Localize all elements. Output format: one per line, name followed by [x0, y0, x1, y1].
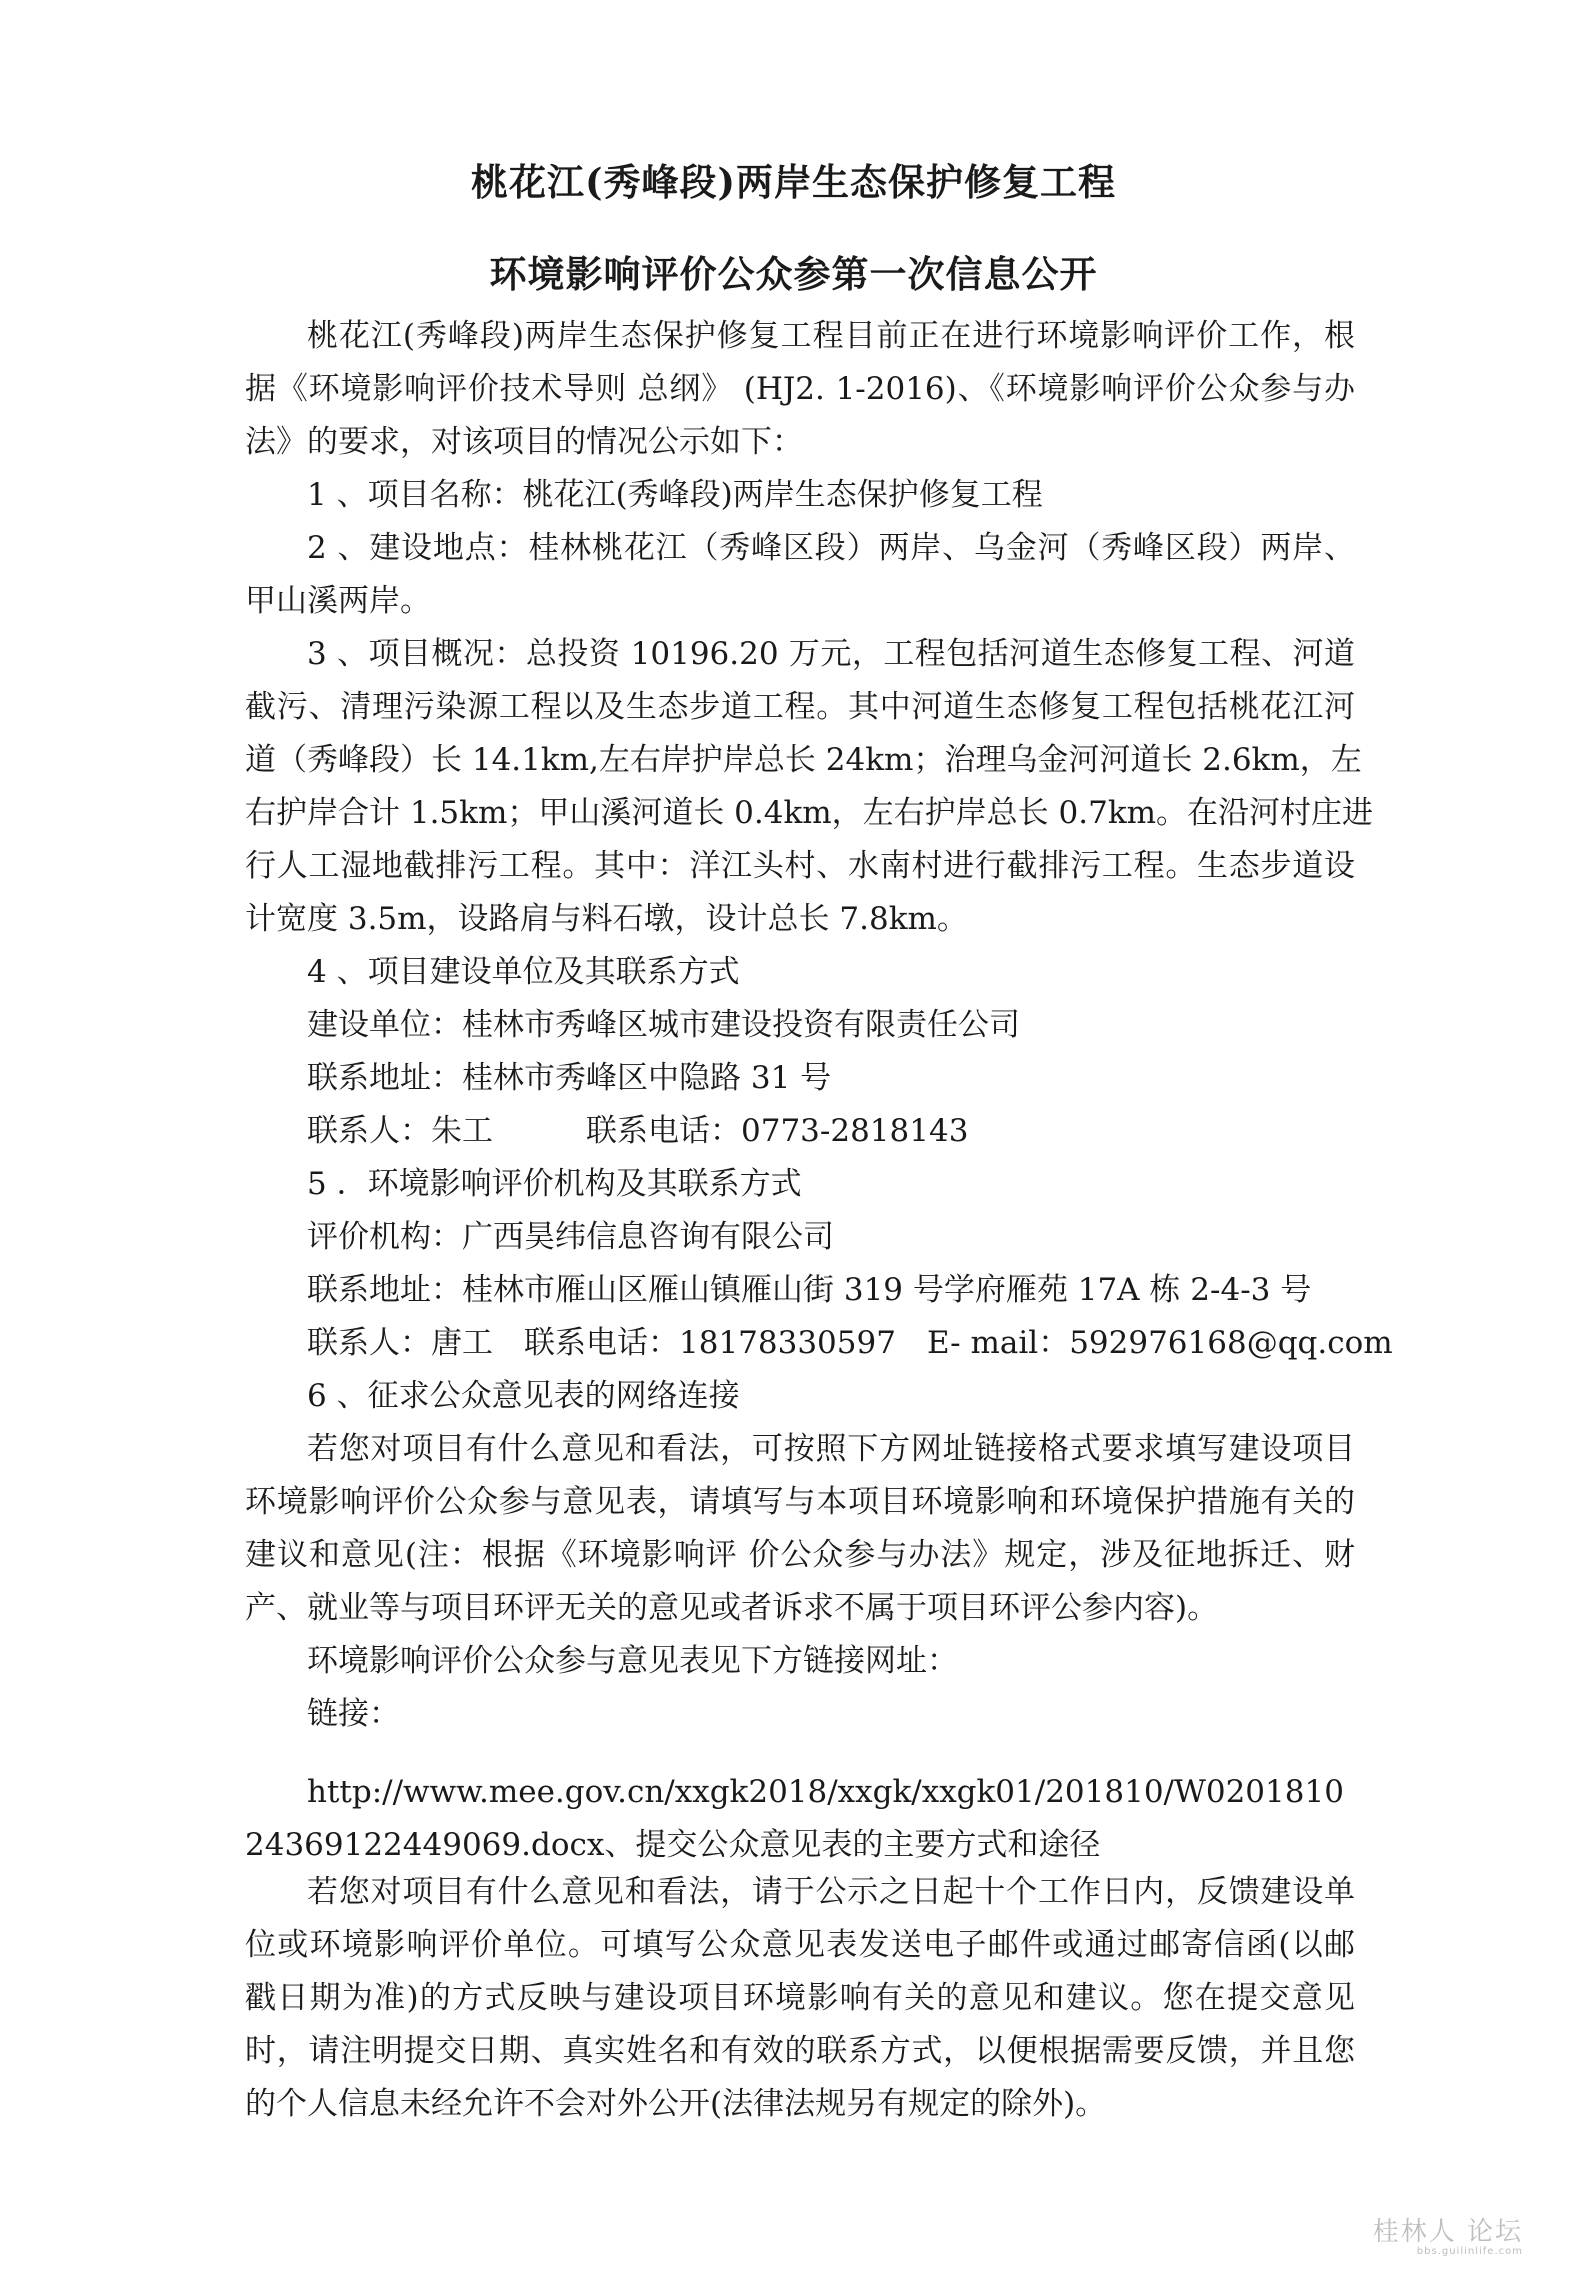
- document-title: 桃花江(秀峰段)两岸生态保护修复工程: [470, 160, 1116, 204]
- feedback-text-line-1: 若您对项目有什么意见和看法，请于公示之日起十个工作日内，反馈建设单: [307, 1874, 1355, 1910]
- item-2-location-line-2: 甲山溪两岸。: [245, 583, 431, 619]
- item-4-heading: 4 、项目建设单位及其联系方式: [307, 954, 740, 990]
- item-3-overview-line-5: 行人工湿地截排污工程。其中：洋江头村、水南村进行截排污工程。生态步道设: [245, 848, 1355, 884]
- agency-address: 联系地址：桂林市雁山区雁山镇雁山街 319 号学府雁苑 17A 栋 2-4-3 号: [307, 1272, 1312, 1308]
- form-link-intro: 环境影响评价公众参与意见表见下方链接网址：: [307, 1643, 958, 1679]
- item-2-location-line-1: 2 、建设地点：桂林桃花江（秀峰区段）两岸、乌金河（秀峰区段）两岸、: [307, 530, 1355, 566]
- evaluation-agency: 评价机构：广西昊纬信息咨询有限公司: [307, 1219, 834, 1255]
- opinion-text-line-3: 建议和意见(注：根据《环境影响评 价公众参与办法》规定，涉及征地拆迁、财: [245, 1537, 1355, 1573]
- submission-heading: 、提交公众意见表的主要方式和途径: [604, 1827, 1101, 1863]
- opinion-form-link-paragraph: [245, 1766, 1355, 1872]
- builder-address: 联系地址：桂林市秀峰区中隐路 31 号: [307, 1060, 832, 1096]
- item-3-overview-line-1: 3 、项目概况：总投资 10196.20 万元，工程包括河道生态修复工程、河道: [307, 636, 1355, 672]
- watermark: [1373, 2211, 1523, 2257]
- intro-line-3: 法》的要求，对该项目的情况公示如下：: [245, 424, 803, 460]
- feedback-text-line-4: 时，请注明提交日期、真实姓名和有效的联系方式，以便根据需要反馈，并且您: [245, 2033, 1355, 2069]
- item-3-overview-line-6: 计宽度 3.5m，设路肩与料石墩，设计总长 7.8km。: [245, 901, 968, 937]
- feedback-text-line-5: 的个人信息未经允许不会对外公开(法律法规另有规定的除外)。: [245, 2086, 1107, 2122]
- opinion-form-url[interactable]: http://www.mee.gov.cn/xxgk2018/xxgk/xxgk01/201810/W020181024369122449069.docx: [245, 1774, 1344, 1863]
- document-subtitle: 环境影响评价公众参第一次信息公开: [489, 252, 1098, 296]
- opinion-text-line-2: 环境影响评价公众参与意见表，请填写与本项目环境影响和环境保护措施有关的: [245, 1484, 1355, 1520]
- item-3-overview-line-4: 右护岸合计 1.5km；甲山溪河道长 0.4km，左右护岸总长 0.7km。在沿河村庄进: [245, 795, 1374, 831]
- feedback-text-line-2: 位或环境影响评价单位。可填写公众意见表发送电子邮件或通过邮寄信函(以邮: [245, 1927, 1355, 1963]
- intro-line-2: 据《环境影响评价技术导则 总纲》 (HJ2. 1-2016)、《环境影响评价公众参与办: [245, 371, 1355, 407]
- item-3-overview-line-3: 道（秀峰段）长 14.1km,左右岸护岸总长 24km；治理乌金河河道长 2.6km，左: [245, 742, 1362, 778]
- watermark-text: 桂林人 论坛: [1372, 2217, 1523, 2247]
- builder-contact: 联系人：朱工 联系电话：0773-2818143: [307, 1113, 969, 1149]
- item-5-heading: 5 ．环境影响评价机构及其联系方式: [307, 1166, 802, 1202]
- intro-line-1: 桃花江(秀峰段)两岸生态保护修复工程目前正在进行环境影响评价工作，根: [307, 318, 1355, 354]
- item-3-overview-line-2: 截污、清理污染源工程以及生态步道工程。其中河道生态修复工程包括桃花江河: [245, 689, 1355, 725]
- feedback-text-line-3: 戳日期为准)的方式反映与建设项目环境影响有关的意见和建议。您在提交意见: [245, 1980, 1355, 2016]
- opinion-text-line-1: 若您对项目有什么意见和看法，可按照下方网址链接格式要求填写建设项目: [307, 1431, 1355, 1467]
- item-6-heading: 6 、征求公众意见表的网络连接: [307, 1378, 740, 1414]
- link-label: 链接：: [307, 1696, 400, 1732]
- watermark-url: bbs.guilinlife.com: [1416, 2246, 1523, 2257]
- agency-contact: 联系人：唐工 联系电话：18178330597 E- mail：592976168@qq.com: [307, 1325, 1393, 1361]
- opinion-text-line-4: 产、就业等与项目环评无关的意见或者诉求不属于项目环评公参内容)。: [245, 1590, 1219, 1626]
- builder-unit: 建设单位：桂林市秀峰区城市建设投资有限责任公司: [307, 1007, 1020, 1043]
- item-1-project-name: 1 、项目名称：桃花江(秀峰段)两岸生态保护修复工程: [307, 477, 1043, 513]
